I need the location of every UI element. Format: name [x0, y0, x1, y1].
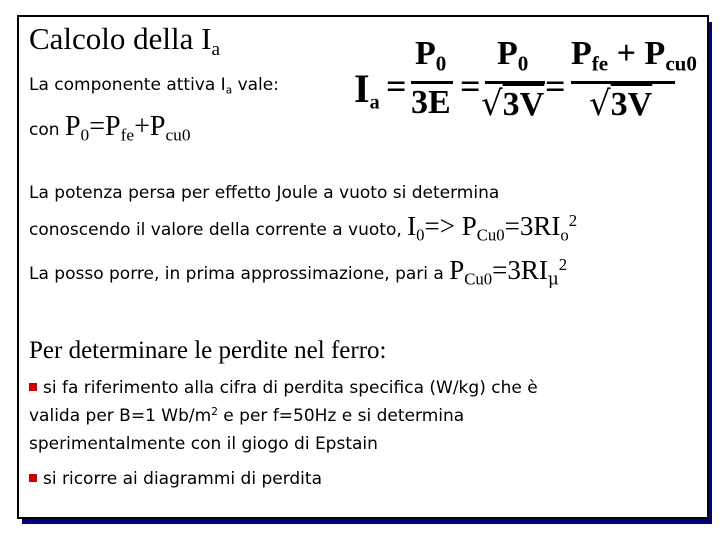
- bullet-item-1-line-3: sperimentalmente con il giogo di Epstain: [29, 434, 378, 454]
- fraction-3-numerator: $P_{fe} + P_{cu0}$: [571, 35, 697, 76]
- p0-equation-line: con $P_0=P_{fe}+P_{cu0}$: [29, 111, 191, 145]
- sqrt-icon: √: [481, 84, 503, 124]
- bullet-square-icon: [29, 383, 37, 391]
- formula-eq-3: =: [545, 66, 566, 106]
- formula-eq-2: =: [460, 66, 481, 106]
- fraction-1-denominator: 3E: [411, 84, 451, 121]
- approximation-line: La posso porre, in prima approssimazione, pari a $P_{Cu0}=3RI_\mu^2$: [29, 254, 568, 289]
- slide-frame: [17, 15, 709, 519]
- fraction-3-denominator: √3V: [589, 84, 653, 124]
- formula-lhs: $I_a$: [354, 66, 380, 114]
- joule-loss-text-line-2: conoscendo il valore della corrente a vuoto, $I_0=> P_{Cu0}=3RI_o^2$: [29, 210, 578, 245]
- sqrt-icon: √: [589, 84, 611, 124]
- joule-loss-text-line-1: La potenza persa per effetto Joule a vuoto si determina: [29, 183, 500, 203]
- slide-title: Calcolo della $I_a$: [29, 21, 221, 61]
- iron-loss-heading: Per determinare le perdite nel ferro:: [29, 337, 387, 364]
- bullet-item-2: si ricorre ai diagrammi di perdita: [29, 469, 322, 489]
- formula-eq-1: =: [386, 66, 407, 106]
- bullet-square-icon: [29, 474, 37, 482]
- fraction-2-denominator: √3V: [481, 84, 545, 124]
- bullet-item-1-line-2: valida per B=1 $Wb/m^2$ e per f=50Hz e si determina: [29, 406, 465, 426]
- fraction-1-numerator: $P_0$: [415, 35, 447, 76]
- active-component-line: La componente attiva $I_a$ vale:: [29, 75, 279, 97]
- fraction-2-numerator: $P_0$: [497, 35, 529, 76]
- bullet-item-1: si fa riferimento alla cifra di perdita specifica (W/kg) che è: [29, 378, 538, 398]
